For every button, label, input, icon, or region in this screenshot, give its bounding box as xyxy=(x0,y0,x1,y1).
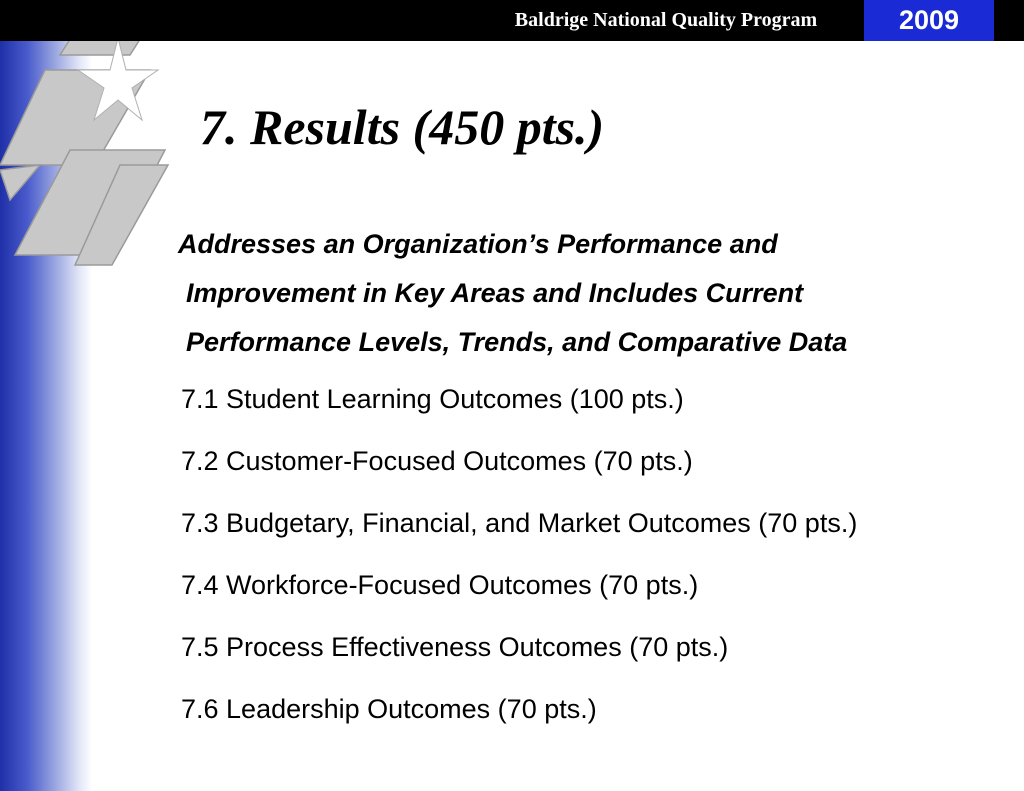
list-item: 7.4 Workforce-Focused Outcomes (70 pts.) xyxy=(181,570,699,600)
slide-title: 7. Results (450 pts.) xyxy=(200,99,605,155)
list-item: 7.2 Customer-Focused Outcomes (70 pts.) xyxy=(181,446,693,476)
year-badge: 2009 xyxy=(864,0,994,41)
program-name: Baldrige National Quality Program xyxy=(514,9,818,31)
results-item-list xyxy=(181,372,857,744)
subtitle-line: Improvement in Key Areas and Includes Current xyxy=(186,278,804,308)
subtitle-line: Addresses an Organization’s Performance and xyxy=(178,229,778,259)
list-item: 7.1 Student Learning Outcomes (100 pts.) xyxy=(181,384,684,414)
list-item: 7.5 Process Effectiveness Outcomes (70 pts.) xyxy=(181,632,729,662)
slide-subtitle xyxy=(178,220,938,367)
subtitle-line: Performance Levels, Trends, and Comparative Data xyxy=(186,327,848,357)
list-item: 7.3 Budgetary, Financial, and Market Outcomes (70 pts.) xyxy=(181,508,858,538)
list-item: 7.6 Leadership Outcomes (70 pts.) xyxy=(181,694,597,724)
